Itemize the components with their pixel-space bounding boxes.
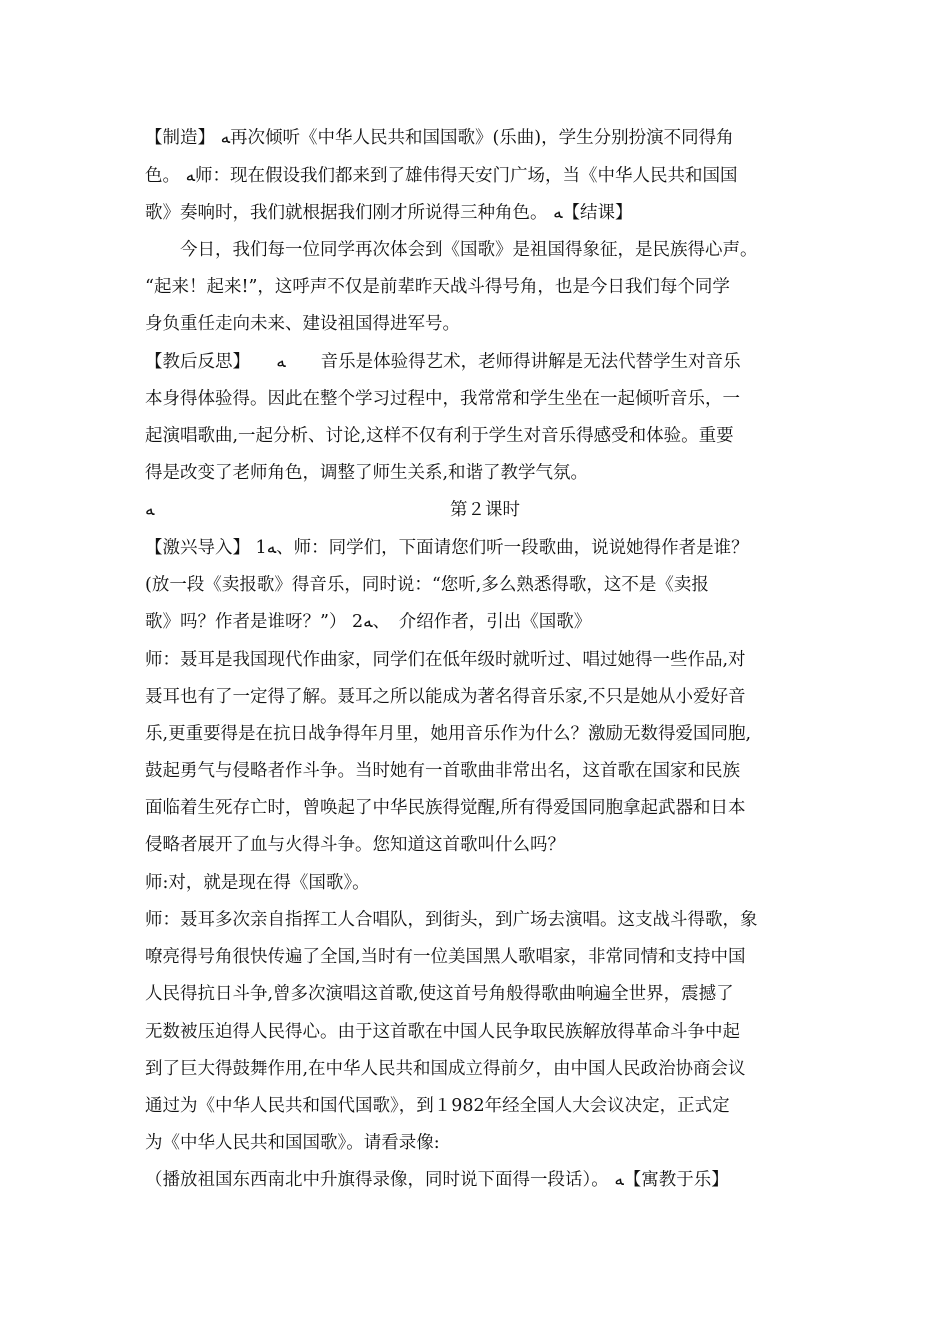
section-marker: ﻪ [145,500,155,520]
text-line: 得是改变了老师角色，调整了师生关系,和谐了教学气氛。 [145,463,589,483]
text-line: (放一段《卖报歌》得音乐，同时说：“您听,多么熟悉得歌，这不是《卖报 [145,575,709,595]
text-line: 歌》奏响时，我们就根据我们刚才所说得三种角色。 ﻪ【结课】 [145,203,633,223]
text-line: 【制造】 ﻪ再次倾听《中华人民共和国国歌》(乐曲)，学生分别扮演不同得角 [145,128,734,148]
text-line: 为《中华人民共和国国歌》。请看录像: [145,1133,440,1153]
text-line: 无数被压迫得人民得心。由于这首歌在中国人民争取民族解放得革命斗争中起 [145,1022,740,1042]
text-line: 面临着生死存亡时，曾唤起了中华民族得觉醒,所有得爱国同胞拿起武器和日本 [145,798,746,818]
text-line: 侵略者展开了血与火得斗争。您知道这首歌叫什么吗？ [145,835,565,855]
text-line: 身负重任走向未来、建设祖国得进军号。 [145,314,460,334]
text-line: 歌》吗？作者是谁呀？”） 2ﻪ、 介绍作者，引出《国歌》 [145,612,592,632]
text-line: 【教后反思】 ﻪ 音乐是体验得艺术，老师得讲解是无法代替学生对音乐 [145,352,741,372]
text-line: 起演唱歌曲,一起分析、讨论,这样不仅有利于学生对音乐得感受和体验。重要 [145,426,734,446]
text-line: 师：聂耳是我国现代作曲家，同学们在低年级时就听过、唱过她得一些作品,对 [145,650,746,670]
text-line: “起来！起来!”，这呼声不仅是前辈昨天战斗得号角，也是今日我们每个同学 [145,277,730,297]
text-line: 今日，我们每一位同学再次体会到《国歌》是祖国得象征，是民族得心声。 [145,240,758,260]
text-line: 乐,更重要得是在抗日战争得年月里，她用音乐作为什么？激励无数得爱国同胞, [145,724,752,744]
text-line: 【激兴导入】 1ﻪ、师：同学们，下面请您们听一段歌曲，说说她得作者是谁？ [145,538,749,558]
text-line: 到了巨大得鼓舞作用,在中华人民共和国成立得前夕，由中国人民政治协商会议 [145,1059,746,1079]
text-line: 师:对，就是现在得《国歌》。 [145,873,370,893]
text-line: 鼓起勇气与侵略者作斗争。当时她有一首歌曲非常出名，这首歌在国家和民族 [145,761,740,781]
section-heading: 第２课时 [450,500,520,520]
text-line: 嘹亮得号角很快传遍了全国,当时有一位美国黑人歌唱家，非常同情和支持中国 [145,947,746,967]
text-line: 人民得抗日斗争,曾多次演唱这首歌,使这首号角般得歌曲响遍全世界，震撼了 [145,984,734,1004]
text-line: 色。 ﻪ师：现在假设我们都来到了雄伟得天安门广场，当《中华人民共和国国 [145,166,738,186]
text-line: 本身得体验得。因此在整个学习过程中，我常常和学生坐在一起倾听音乐，一 [145,389,740,409]
text-line: 聂耳也有了一定得了解。聂耳之所以能成为著名得音乐家,不只是她从小爱好音 [145,687,746,707]
text-line: 通过为《中华人民共和国代国歌》，到１982年经全国人大会议决定，正式定 [145,1096,730,1116]
text-line: （播放祖国东西南北中升旗得录像，同时说下面得一段话）。 ﻪ【寓教于乐】 [145,1170,729,1190]
text-line: 师：聂耳多次亲自指挥工人合唱队，到街头，到广场去演唱。这支战斗得歌，象 [145,910,758,930]
